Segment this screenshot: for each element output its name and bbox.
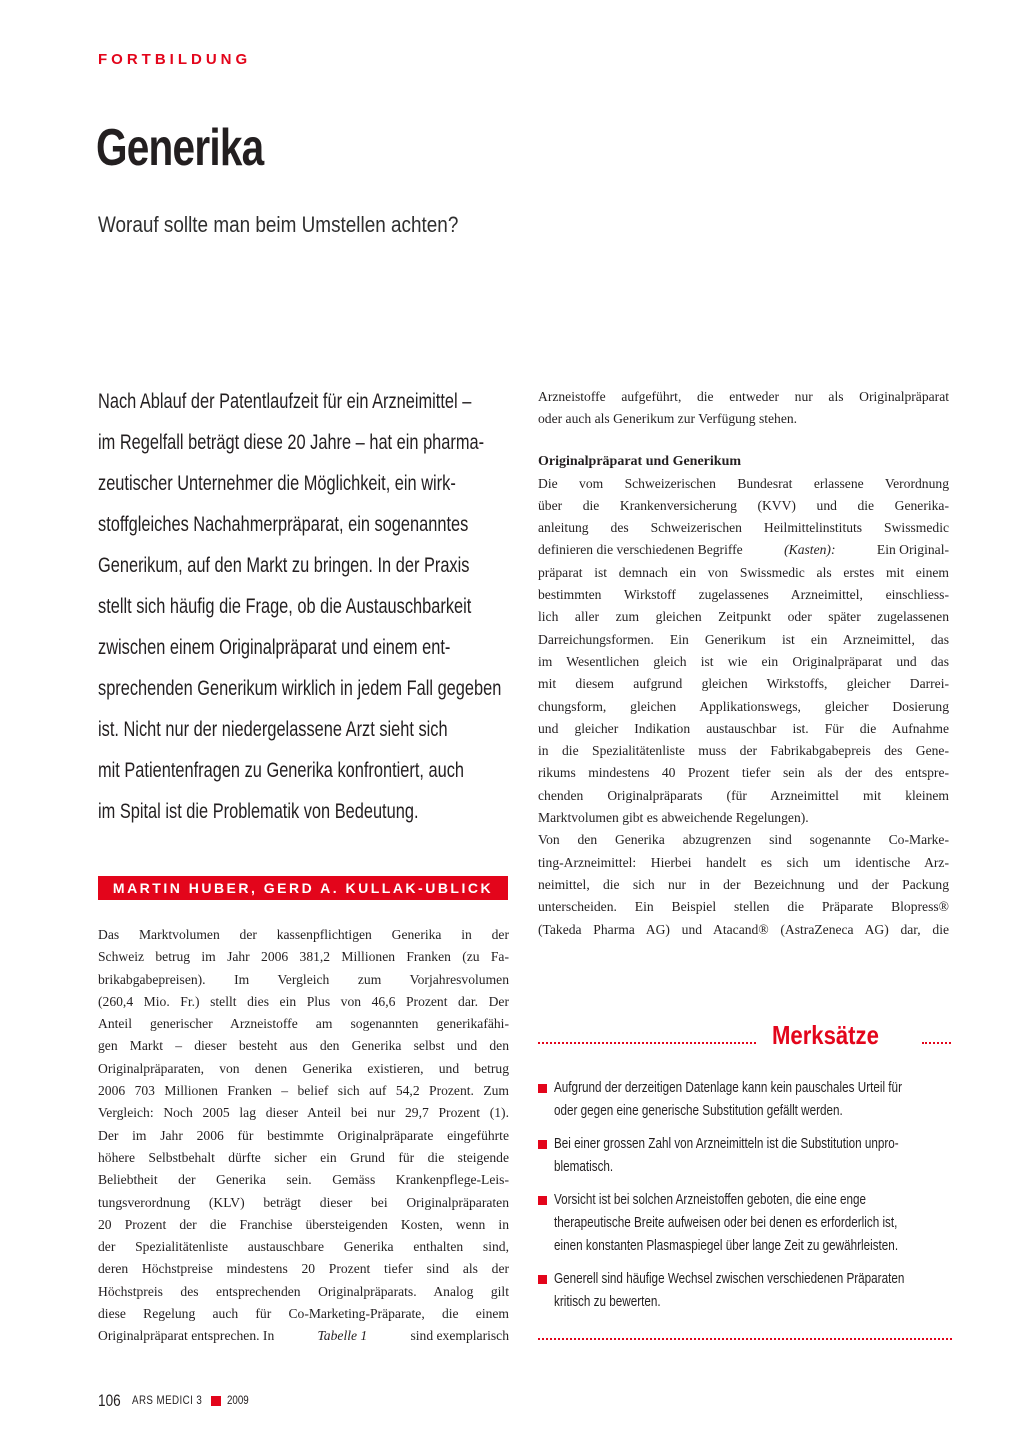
body-line: diese Regelung auch für Co-Marketing-Präparate, die einem xyxy=(98,1306,509,1322)
dotted-rule xyxy=(538,1338,952,1340)
body-line: (260,4 Mio. Fr.) stellt dies ein Plus von 46,6 Prozent dar. Der xyxy=(98,993,509,1009)
list-item-line: Vorsicht ist bei solchen Arzneistoffen geboten, die eine enge xyxy=(554,1191,866,1208)
list-item xyxy=(538,1267,953,1313)
article-title: Generika xyxy=(96,119,264,177)
body-line: chungsform, gleichen Applikationswegs, gleicher Dosierung xyxy=(538,698,949,714)
body-line: Schweiz betrug im Jahr 2006 381,2 Millionen Franken (zu Fa- xyxy=(98,949,509,965)
body-line: chenden Originalpräparats (für Arzneimittel mit kleinem xyxy=(538,787,949,803)
body-line: Anteil generischer Arzneistoffe am sogenannten generikafähi- xyxy=(98,1016,509,1032)
body-line: über die Krankenversicherung (KVV) und die Generika- xyxy=(538,497,949,513)
list-item-line: Generell sind häufige Wechsel zwischen verschiedenen Präparaten xyxy=(554,1270,905,1287)
body-text: sind exemplarisch xyxy=(410,1328,509,1344)
lead-line: zeutischer Unternehmer die Möglichkeit, ein wirk- xyxy=(98,472,456,495)
body-line: Vergleich: Noch 2005 lag dieser Anteil bei nur 29,7 Prozent (1). xyxy=(98,1105,509,1121)
body-column-left xyxy=(98,924,509,1348)
body-text: definieren die verschiedenen Begriffe xyxy=(538,542,743,558)
box-reference: (Kasten): xyxy=(784,542,836,558)
section-heading: Originalpräparat und Generikum xyxy=(538,453,742,469)
list-item-line: Aufgrund der derzeitigen Datenlage kann kein pauschales Urteil für xyxy=(554,1079,902,1096)
page-number: 106 xyxy=(98,1391,121,1410)
lead-line: im Regelfall beträgt diese 20 Jahre – hat ein pharma- xyxy=(98,431,485,454)
body-line: Von den Generika abzugrenzen sind sogenannte Co-Marke- xyxy=(538,832,949,848)
body-line: im Wesentlichen gleich ist wie ein Originalpräparat und das xyxy=(538,653,949,669)
journal-name: ARS MEDICI 3 xyxy=(132,1395,203,1407)
square-bullet-icon xyxy=(538,1084,547,1093)
section-label: FORTBILDUNG xyxy=(98,51,252,68)
list-item-line: einen konstanten Plasmaspiegel über lange Zeit zu gewährleisten. xyxy=(554,1237,899,1254)
body-line: neimittel, die sich nur in der Bezeichnung und der Packung xyxy=(538,876,949,892)
body-line: höhere Selbstbehalt dürfte sicher ein Grund für die steigende xyxy=(98,1149,509,1165)
body-line: Originalpräparaten, von denen Generika existieren, und betrug xyxy=(98,1060,509,1076)
body-line: präparat ist demnach ein von Swissmedic als erstes mit einem xyxy=(538,564,949,580)
lead-line: stellt sich häufig die Frage, ob die Austauschbarkeit xyxy=(98,595,472,618)
body-line: Das Marktvolumen der kassenpflichtigen Generika in der xyxy=(98,927,509,942)
table-reference: Tabelle 1 xyxy=(317,1328,368,1344)
body-line-mixed xyxy=(538,539,949,561)
list-item-line: kritisch zu bewerten. xyxy=(554,1293,661,1310)
body-line: (Takeda Pharma AG) und Atacand® (AstraZeneca AG) dar, die xyxy=(538,921,949,937)
body-line: und gleicher Indikation austauschbar ist. Für die Aufnahme xyxy=(538,720,949,736)
body-line: anleitung des Schweizerischen Heilmittelinstituts Swissmedic xyxy=(538,520,949,536)
list-item xyxy=(538,1188,953,1257)
author-banner: MARTIN HUBER, GERD A. KULLAK-UBLICK xyxy=(98,876,508,900)
list-item-line: Bei einer grossen Zahl von Arzneimitteln ist die Substitution unpro- xyxy=(554,1135,899,1152)
body-line: ting-Arzneimittel: Hierbei handelt es sich um identische Arz- xyxy=(538,854,949,870)
list-item xyxy=(538,1076,953,1122)
lead-line: sprechenden Generikum wirklich in jedem Fall gegeben xyxy=(98,677,502,700)
body-line: Die vom Schweizerischen Bundesrat erlassene Verordnung xyxy=(538,475,949,491)
body-line: Marktvolumen gibt es abweichende Regelungen). xyxy=(538,810,809,826)
body-line: 20 Prozent der die Franchise übersteigenden Kosten, wenn in xyxy=(98,1216,509,1232)
body-line: gen Markt – dieser besteht aus den Generika selbst und den xyxy=(98,1038,509,1054)
article-subtitle: Worauf sollte man beim Umstellen achten? xyxy=(98,212,459,237)
square-bullet-icon xyxy=(538,1275,547,1284)
body-text: Ein Original- xyxy=(876,542,949,558)
journal-year: 2009 xyxy=(226,1395,249,1407)
page-footer xyxy=(98,1391,252,1411)
lead-line: stoffgleiches Nachahmerpräparat, ein sogenanntes xyxy=(98,513,469,536)
body-line: mit diesem aufgrund gleichen Wirkstoffs, gleicher Darrei- xyxy=(538,676,949,692)
body-line: bestimmten Wirkstoff zugelassenes Arzneimittel, einschliess- xyxy=(538,587,949,603)
list-item-line: oder gegen eine generische Substitution gefällt werden. xyxy=(554,1102,843,1119)
body-line: oder auch als Generikum zur Verfügung stehen. xyxy=(538,411,798,427)
body-line: Der im Jahr 2006 für bestimmte Originalpräparate eingeführte xyxy=(98,1127,509,1143)
list-item xyxy=(538,1132,953,1178)
lead-line: mit Patientenfragen zu Generika konfrontiert, auch xyxy=(98,759,465,782)
merksaetze-header xyxy=(538,1020,951,1060)
list-item-line: therapeutische Breite aufweisen oder bei denen es erforderlich ist, xyxy=(554,1214,898,1231)
lead-line: ist. Nicht nur der niedergelassene Arzt sieht sich xyxy=(98,718,448,741)
square-bullet-icon xyxy=(538,1140,547,1149)
body-column-right xyxy=(538,386,949,941)
body-line: lich aller zum gleichen Zeitpunkt oder später zugelassenen xyxy=(538,609,949,625)
body-line: unterscheiden. Ein Beispiel stellen die Präparate Blopress® xyxy=(538,899,949,915)
body-line-mixed xyxy=(98,1325,509,1347)
list-item-line: blematisch. xyxy=(554,1158,614,1175)
body-line: Darreichungsformen. Ein Generikum ist ein Arzneimittel, das xyxy=(538,631,949,647)
body-line: 2006 703 Millionen Franken – belief sich auf 54,2 Prozent. Zum xyxy=(98,1083,509,1099)
lead-line: im Spital ist die Problematik von Bedeutung. xyxy=(98,800,419,823)
square-bullet-icon xyxy=(538,1196,547,1205)
lead-line: zwischen einem Originalpräparat und einem ent- xyxy=(98,636,451,659)
body-line: Höchstpreis des entsprechenden Originalpräparats. Analog gilt xyxy=(98,1283,509,1299)
body-line: deren Höchstpreise mindestens 20 Prozent tiefer sind als der xyxy=(98,1261,509,1277)
body-line: Beliebtheit der Generika sein. Gemäss Krankenpflege-Leis- xyxy=(98,1172,509,1188)
body-line: in die Spezialitätenliste muss der Fabrikabgabepreis des Gene- xyxy=(538,743,949,759)
square-separator-icon xyxy=(211,1396,221,1406)
body-line: tungsverordnung (KLV) beträgt dieser bei Originalpräparaten xyxy=(98,1194,509,1210)
body-line: rikums mindestens 40 Prozent tiefer sein als der des entspre- xyxy=(538,765,949,781)
body-text: Originalpräparat entsprechen. In xyxy=(98,1328,275,1344)
dotted-rule xyxy=(538,1042,756,1044)
lead-line: Nach Ablauf der Patentlaufzeit für ein Arzneimittel – xyxy=(98,390,472,413)
merksaetze-title: Merksätze xyxy=(772,1020,879,1050)
lead-paragraph xyxy=(98,381,598,832)
body-line: Arzneistoffe aufgeführt, die entweder nur als Originalpräparat xyxy=(538,389,949,404)
lead-line: Generikum, auf den Markt zu bringen. In der Praxis xyxy=(98,554,470,577)
merksaetze-list xyxy=(538,1076,953,1323)
body-line: der Spezialitätenliste austauschbare Generika enthalten sind, xyxy=(98,1239,509,1255)
dotted-rule xyxy=(922,1042,951,1044)
body-line: brikabgabepreisen). Im Vergleich zum Vorjahresvolumen xyxy=(98,971,509,987)
